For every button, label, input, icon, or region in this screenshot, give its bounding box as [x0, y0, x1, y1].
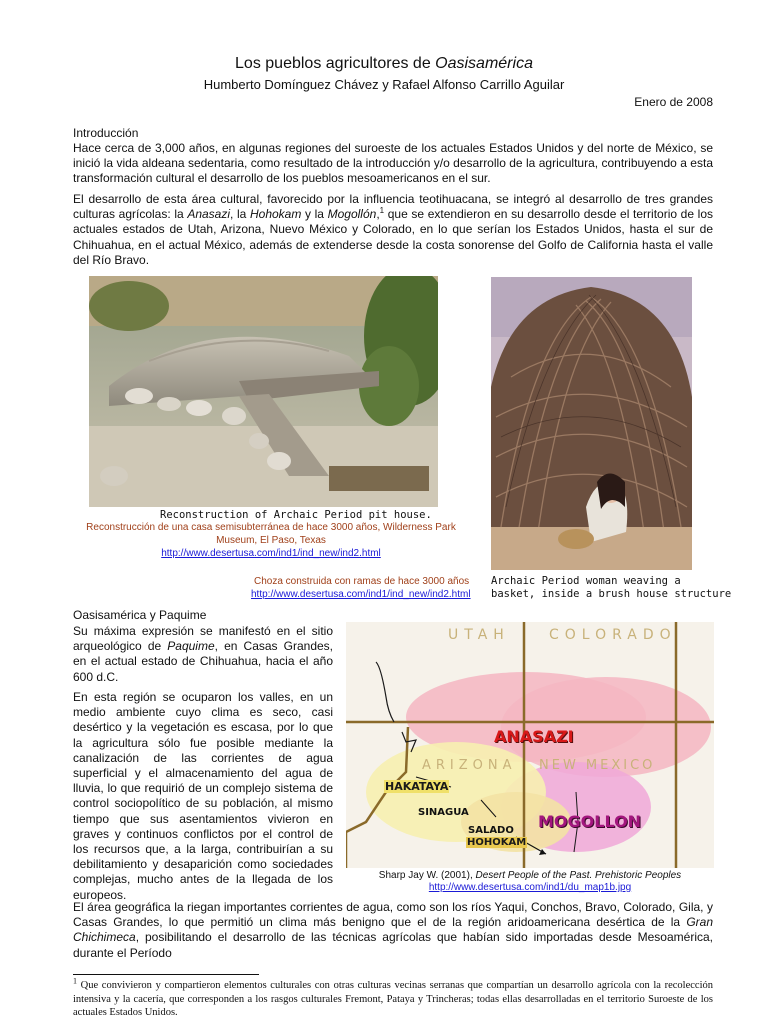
map-label-arizona: ARIZONA [422, 758, 517, 773]
map-label-salado: SALADO [468, 825, 514, 836]
intro-heading: Introducción [73, 126, 139, 140]
pit-house-image-caption: Reconstruction of Archaic Period pit house. [160, 509, 432, 521]
section2-paragraph-2: En esta región se ocuparon los valles, en un medio ambiente cuyo clima es seco, casi desértico y la vegetación es escasa, por lo que la agricultura sólo fue posible mediante la canalización de las corrientes de agua superficial y el almacenamiento del agua de lluvia, lo que requirió de un complejo sistema de control sociopolítico de su población, al mismo tiempo que sus asentamientos vivieron en graves y continuos conflictos por el control de los recursos que, a la larga, contribuirían a su debilitamiento y desaparición como sociedades complejas, mucho antes de la llegada de los europeos. [73, 690, 333, 902]
intro-paragraph-2: El desarrollo de esta área cultural, favorecido por la influencia teotihuacana, se integró al desarrollo de tres grandes culturas agrícolas: la Anasazi, la Hohokam y la Mogollón,$^1$ que se extendieron en su desarrollo desde el territorio de los actuales estados de Utah, Arizona, Nuevo México y Colorado, en lo que serían los Estados Unidos, hasta el sur de Chihuahua, en el actual México, además de extenderse desde la costa sonorense del Golfo de California hasta el valle del Río Bravo. [73, 192, 714, 267]
map-label-anasazi: ANASAZI [494, 727, 574, 746]
document-date: Enero de 2008 [634, 95, 713, 109]
document-title: Los pueblos agricultores de Oasisamérica [235, 55, 533, 72]
intro-paragraph-1: Hace cerca de 3,000 años, en algunas regiones del suroeste de los actuales Estados Unidos y del norte de México, se inició la vida aldeana sedentaria, como resultado de la introducción y/o desarrollo de la agricultura, contribuyendo a esta transformación cultural el desarrollo de los pueblos mesoamericanos en el sur. [73, 141, 713, 186]
map-label-sinagua: SINAGUA [418, 807, 469, 818]
brush-house-photo [491, 277, 692, 570]
pit-house-link[interactable]: http://www.desertusa.com/ind1/ind_new/ind2.html [161, 548, 381, 559]
cultures-map [346, 622, 714, 868]
map-link[interactable]: http://www.desertusa.com/ind1/du_map1b.jpg [428, 882, 632, 893]
map-caption: Sharp Jay W. (2001), Desert People of the Past. Prehistoric Peoples [378, 870, 682, 881]
section2-paragraph-1: Su máxima expresión se manifestó en el sitio arqueológico de Paquime, en Casas Grandes, en el actual estado de Chihuahua, hacia el año 600 d.C. [73, 624, 333, 684]
map-label-mogollon: MOGOLLON [538, 812, 642, 831]
section2-paragraph-3: El área geográfica la riegan importantes corrientes de agua, como son los ríos Yaqui, Conchos, Bravo, Colorado, Gila, y Casas Grandes, lo que permitió un clima más benigno que el de la región aridoamericana desértica de la Gran Chichimeca, posibilitando el desarrollo de las técnicas agrícolas que habían sido importadas desde Mesoamérica, durante el Período [73, 900, 713, 960]
brush-house-link[interactable]: http://www.desertusa.com/ind1/ind_new/ind2.html [251, 589, 471, 600]
footnote-divider [73, 974, 259, 975]
section2-heading: Oasisamérica y Paquime [73, 608, 207, 622]
footnote-ref: 1 [379, 206, 385, 216]
pit-house-caption: Reconstrucción de una casa semisubterránea de hace 3000 años, Wilderness Park Museum, El Paso, Texas [86, 522, 456, 546]
brush-house-caption: Choza construida con ramas de hace 3000 años [254, 576, 470, 587]
map-label-hakataya: HAKATAYA [385, 780, 449, 793]
footnote-1: $^1$ Que convivieron y compartieron elementos culturales con otras culturas vecinas serranas que compartían un desarrollo agrícola con la recolección intensiva y la cacería, que corresponden a los rasgos culturales Fremont, Pataya y Trincheras; todas ellas desarrolladas en el territorio Suroeste de los actuales Estados Unidos. [73, 976, 713, 1019]
brush-house-image-caption-1: Archaic Period woman weaving a [491, 575, 681, 587]
document-authors: Humberto Domínguez Chávez y Rafael Alfonso Carrillo Aguilar [203, 77, 565, 92]
map-label-hohokam: HOHOKAM [467, 837, 527, 848]
pit-house-photo [89, 276, 438, 507]
map-label-colorado: COLORADO [549, 627, 677, 643]
map-label-utah: UTAH [448, 627, 510, 643]
map-label-new-mexico: NEW MEXICO [539, 758, 656, 773]
brush-house-image-caption-2: basket, inside a brush house structure [491, 588, 732, 600]
